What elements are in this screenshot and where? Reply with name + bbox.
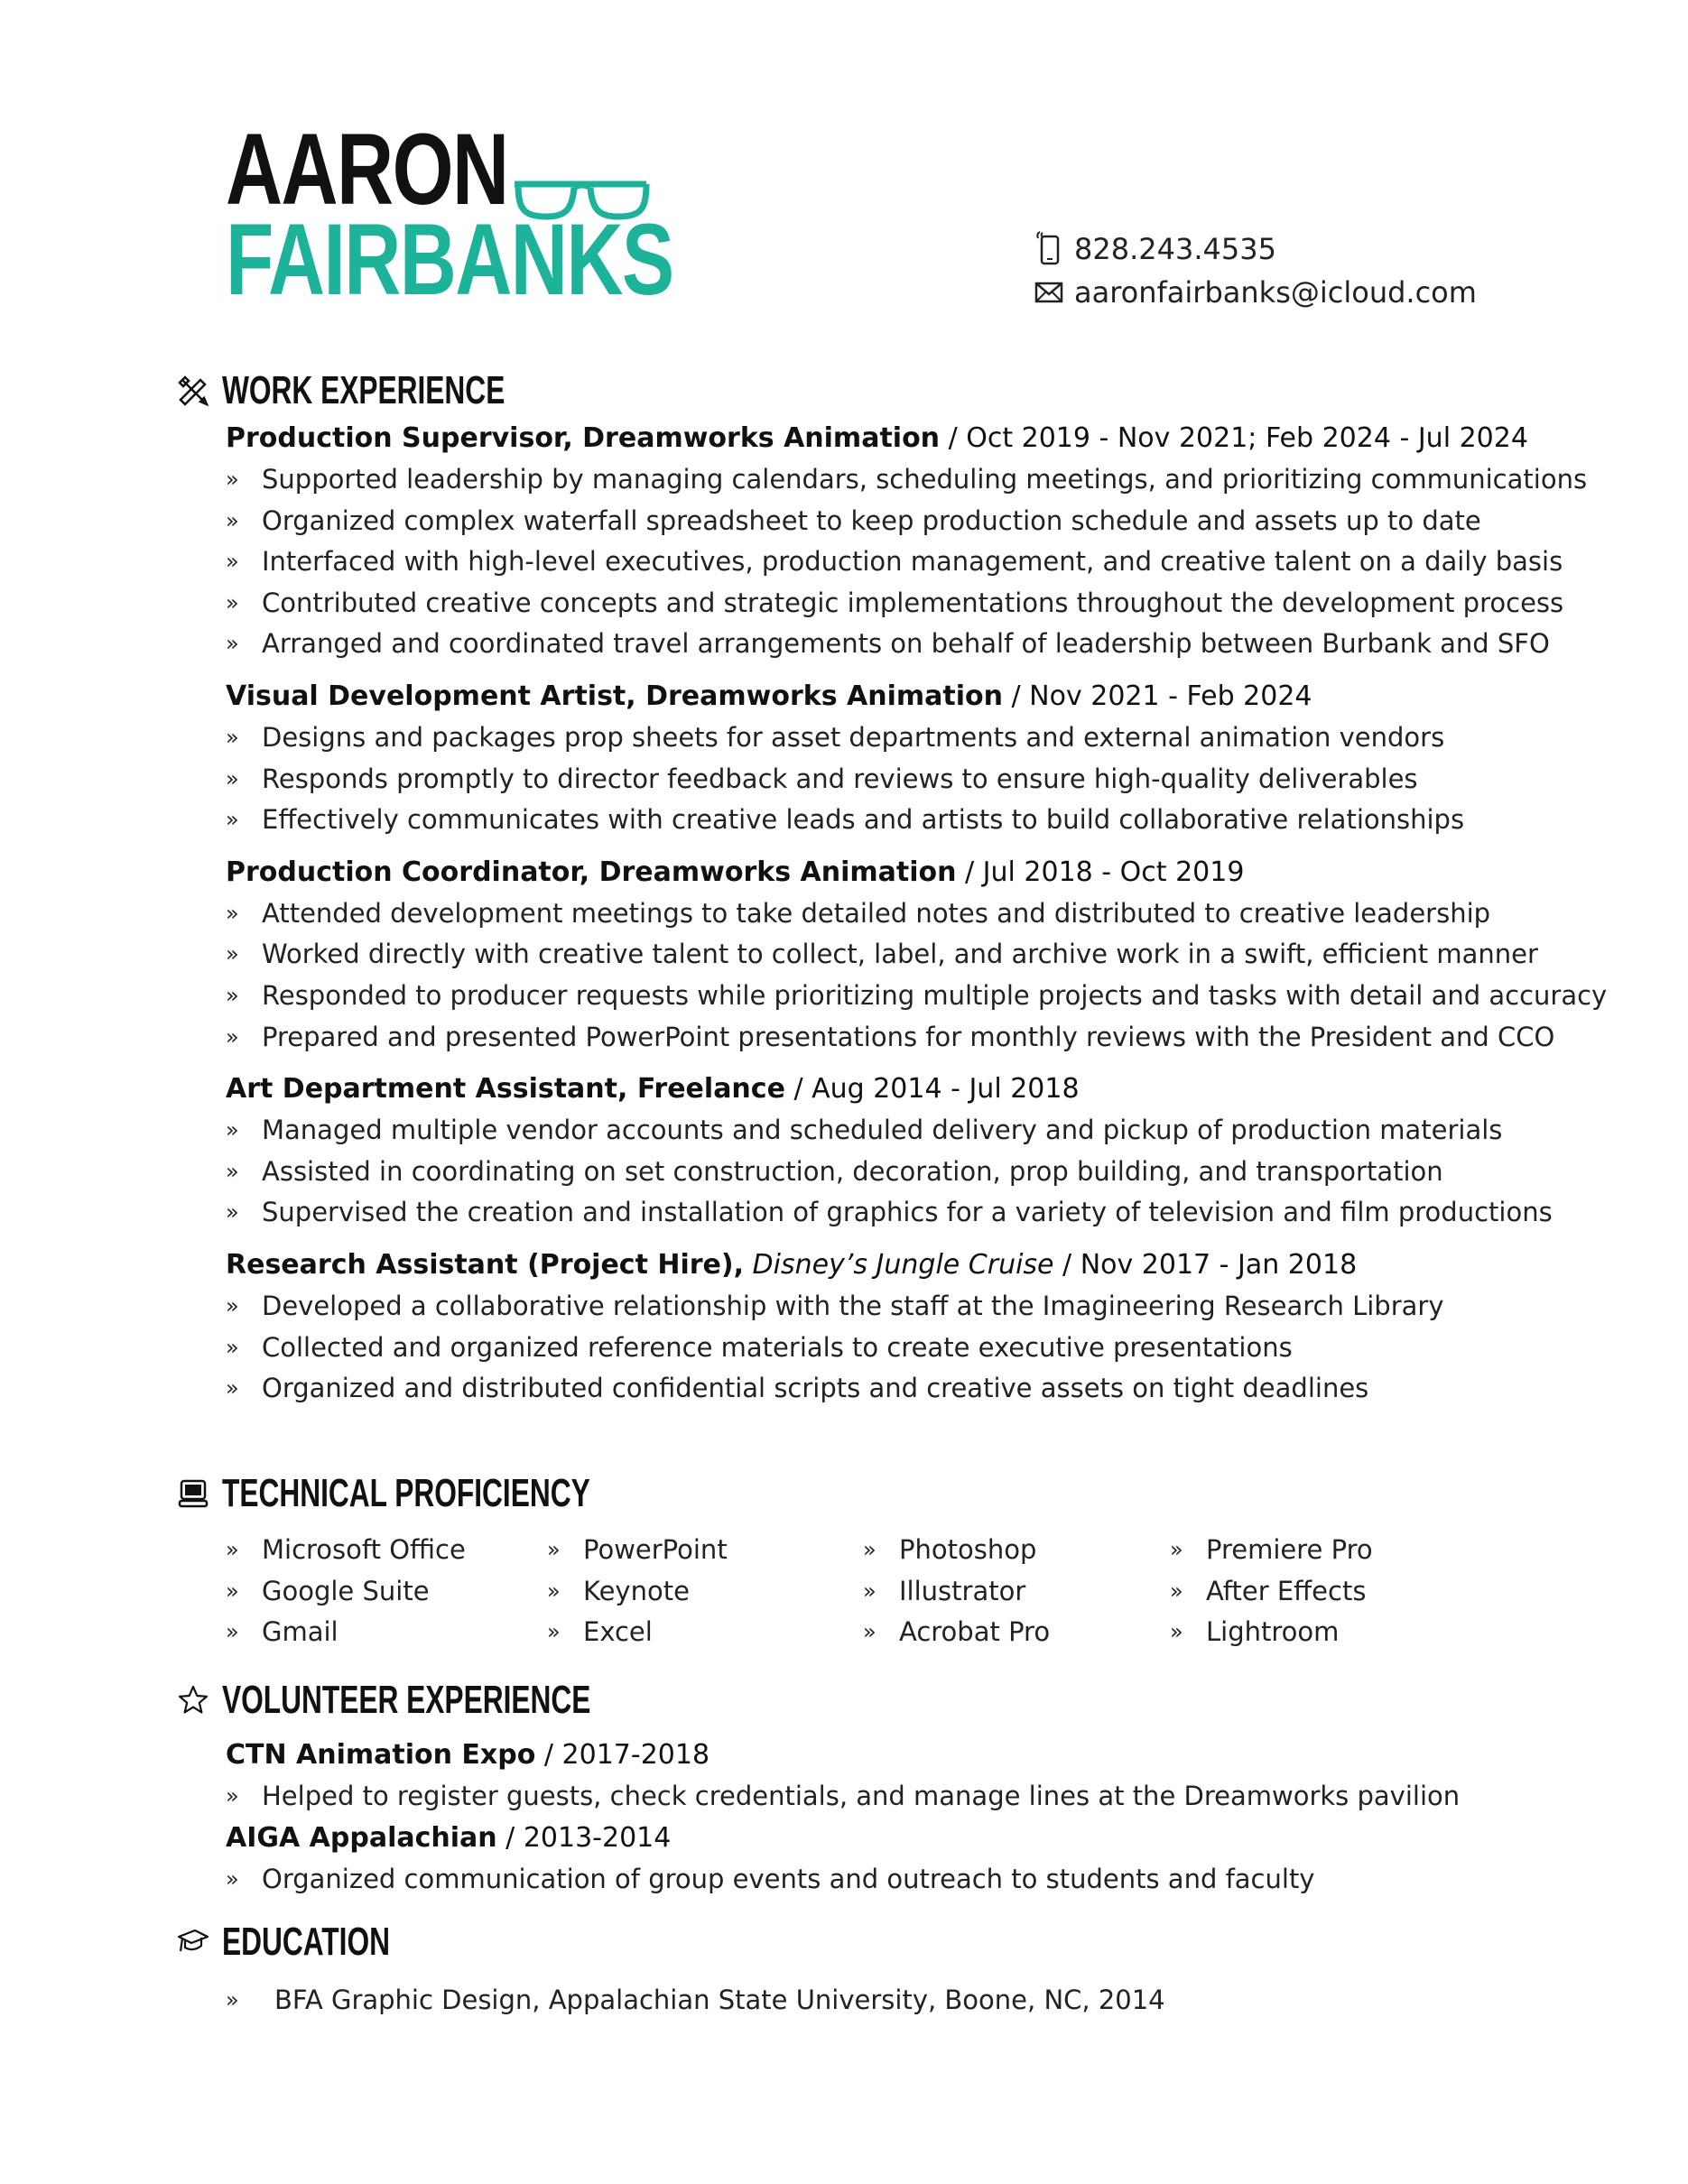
- last-name: FAIRBANKS: [226, 203, 673, 316]
- bullet-mark: »: [226, 507, 239, 533]
- list-item: [226, 541, 1607, 583]
- list-item: [226, 1152, 1607, 1193]
- list-item: [226, 583, 1607, 625]
- bullet-text: Contributed creative concepts and strategic implementations throughout the development process: [262, 587, 1564, 618]
- bullet-mark: »: [547, 1537, 561, 1562]
- volunteer-title: [226, 1818, 1460, 1859]
- skill-name: Premiere Pro: [1206, 1534, 1373, 1565]
- list-item: [226, 1859, 1460, 1901]
- section-heading: [177, 1917, 1165, 1967]
- list-item: [226, 800, 1607, 841]
- education-list: [226, 1980, 1165, 2022]
- job-dates: / Nov 2017 - Jan 2018: [1053, 1248, 1358, 1281]
- job-project: Disney’s Jungle Cruise: [744, 1248, 1054, 1281]
- list-item: [226, 1192, 1607, 1234]
- skill-name: Google Suite: [262, 1575, 430, 1606]
- email-row: [1034, 271, 1477, 314]
- education-text: BFA Graphic Design, Appalachian State University, Boone, NC, 2014: [274, 1985, 1165, 2015]
- volunteer-bullets: [226, 1859, 1460, 1901]
- skills-column: [547, 1530, 863, 1653]
- bullet-mark: »: [226, 724, 239, 750]
- bullet-text: Effectively communicates with creative leads and artists to build collaborative relationships: [262, 804, 1465, 836]
- bullet-text: Arranged and coordinated travel arrangements on behalf of leadership between Burbank and SFO: [262, 628, 1550, 660]
- bullet-mark: »: [226, 1334, 239, 1360]
- section-title: WORK EXPERIENCE: [222, 368, 505, 412]
- bullet-mark: »: [226, 1023, 239, 1050]
- skills-column: [1170, 1530, 1477, 1653]
- job-dates: / Jul 2018 - Oct 2019: [956, 856, 1245, 888]
- list-item: [226, 1110, 1607, 1152]
- bullet-mark: »: [226, 1619, 239, 1645]
- volunteer-entry: [226, 1735, 1460, 1818]
- list-item: [226, 624, 1607, 665]
- skill-name: Microsoft Office: [262, 1534, 466, 1565]
- skill-name: Excel: [583, 1616, 653, 1648]
- list-item: [226, 759, 1607, 800]
- list-item: [1170, 1612, 1477, 1653]
- job-role: Production Supervisor, Dreamworks Animation: [226, 422, 941, 454]
- job-dates: / Aug 2014 - Jul 2018: [784, 1073, 1080, 1106]
- bullet-mark: »: [226, 1987, 239, 2013]
- bullet-mark: »: [226, 1375, 239, 1402]
- bullet-text: Developed a collaborative relationship with the staff at the Imagineering Research Library: [262, 1290, 1444, 1321]
- job-role: Production Coordinator, Dreamworks Animation: [226, 856, 957, 888]
- bullet-mark: »: [226, 982, 239, 1008]
- list-item: [226, 1980, 1165, 2022]
- list-item: [226, 1571, 547, 1613]
- education-content: [226, 1980, 1165, 2022]
- list-item: [226, 1368, 1607, 1410]
- job-bullets: [226, 893, 1607, 1058]
- bullet-mark: »: [226, 1578, 239, 1604]
- job-entry: [226, 1245, 1607, 1410]
- list-item: [226, 459, 1607, 501]
- tools-icon: [177, 375, 209, 407]
- list-item: [226, 1017, 1607, 1059]
- skill-name: Keynote: [583, 1575, 690, 1606]
- bullet-text: Worked directly with creative talent to collect, label, and archive work in a swift, efficient manner: [262, 939, 1538, 970]
- list-item: [226, 717, 1607, 759]
- list-item: [863, 1571, 1170, 1613]
- bullet-text: Prepared and presented PowerPoint presentations for monthly reviews with the President and CCO: [262, 1021, 1555, 1052]
- bullet-mark: »: [547, 1619, 561, 1645]
- job-bullets: [226, 1286, 1607, 1410]
- bullet-mark: »: [226, 1199, 239, 1226]
- phone-number[interactable]: 828.243.4535: [1074, 232, 1276, 266]
- list-item: [226, 976, 1607, 1017]
- bullet-mark: »: [226, 807, 239, 833]
- computer-icon: [177, 1477, 209, 1510]
- bullet-mark: »: [226, 900, 239, 926]
- bullet-text: Designs and packages prop sheets for asset departments and external animation vendors: [262, 721, 1445, 753]
- job-dates: / Nov 2021 - Feb 2024: [1002, 680, 1312, 712]
- education-section: [177, 1917, 1165, 2022]
- bullet-text: Organized and distributed confidential scripts and creative assets on tight deadlines: [262, 1373, 1369, 1404]
- section-heading: [177, 1468, 1477, 1519]
- section-heading: [177, 1675, 1460, 1726]
- bullet-mark: »: [226, 549, 239, 575]
- job-entry: [226, 676, 1607, 841]
- list-item: [226, 1286, 1607, 1328]
- job-title: [226, 1245, 1607, 1286]
- first-name: AARON: [226, 113, 508, 226]
- phone-row: [1034, 227, 1477, 271]
- list-item: [863, 1612, 1170, 1653]
- bullet-text: Organized communication of group events and outreach to students and faculty: [262, 1863, 1315, 1894]
- job-bullets: [226, 1110, 1607, 1234]
- bullet-mark: »: [1170, 1537, 1183, 1562]
- phone-icon: [1034, 231, 1063, 267]
- skill-name: Photoshop: [899, 1534, 1037, 1565]
- volunteer-org: CTN Animation Expo: [226, 1739, 536, 1771]
- graduation-cap-icon: [177, 1926, 209, 1958]
- bullet-text: Supervised the creation and installation of graphics for a variety of television and film productions: [262, 1197, 1553, 1228]
- contact-info: [1034, 227, 1477, 314]
- job-bullets: [226, 459, 1607, 665]
- bullet-text: Managed multiple vendor accounts and scheduled delivery and pickup of production materials: [262, 1115, 1503, 1146]
- bullet-text: Helped to register guests, check credentials, and manage lines at the Dreamworks pavilion: [262, 1781, 1461, 1811]
- bullet-mark: »: [226, 1537, 239, 1562]
- bullet-mark: »: [1170, 1578, 1183, 1604]
- list-item: [547, 1571, 863, 1613]
- skills-grid: [226, 1530, 1477, 1653]
- envelope-icon: [1034, 280, 1063, 305]
- bullet-mark: »: [1170, 1619, 1183, 1645]
- job-entry: [226, 418, 1607, 665]
- list-item: [226, 934, 1607, 976]
- section-heading: [177, 366, 1607, 416]
- volunteer-bullets: [226, 1776, 1460, 1818]
- work-experience-section: [177, 366, 1607, 1410]
- job-title: [226, 676, 1607, 717]
- list-item: [226, 1328, 1607, 1369]
- bullet-mark: »: [226, 1117, 239, 1143]
- bullet-mark: »: [226, 467, 239, 492]
- job-title: [226, 852, 1607, 893]
- bullet-text: Assisted in coordinating on set construction, decoration, prop building, and transportation: [262, 1155, 1443, 1187]
- job-entry: [226, 1069, 1607, 1234]
- volunteer-dates: / 2013-2014: [496, 1821, 672, 1854]
- list-item: [547, 1612, 863, 1653]
- job-bullets: [226, 717, 1607, 841]
- list-item: [226, 893, 1607, 935]
- bullet-mark: »: [226, 1158, 239, 1184]
- skill-name: Gmail: [262, 1616, 339, 1648]
- volunteer-entry: [226, 1818, 1460, 1901]
- skill-name: PowerPoint: [583, 1534, 728, 1565]
- job-role: Art Department Assistant, Freelance: [226, 1073, 785, 1106]
- skill-name: Illustrator: [899, 1575, 1026, 1606]
- volunteer-content: [226, 1735, 1460, 1900]
- bullet-mark: »: [226, 631, 239, 657]
- list-item: [226, 501, 1607, 542]
- list-item: [1170, 1571, 1477, 1613]
- bullet-mark: »: [863, 1578, 876, 1604]
- star-icon: [177, 1684, 209, 1717]
- email-address[interactable]: aaronfairbanks@icloud.com: [1074, 275, 1477, 310]
- section-title: VOLUNTEER EXPERIENCE: [222, 1678, 591, 1722]
- bullet-text: Responds promptly to director feedback and reviews to ensure high-quality deliverables: [262, 763, 1418, 794]
- job-title: [226, 1069, 1607, 1110]
- job-role: Research Assistant (Project Hire),: [226, 1248, 745, 1281]
- bullet-text: Collected and organized reference materials to create executive presentations: [262, 1331, 1293, 1363]
- list-item: [547, 1530, 863, 1571]
- bullet-text: Organized complex waterfall spreadsheet to keep production schedule and assets up to date: [262, 504, 1481, 536]
- glasses-icon: [511, 177, 655, 224]
- skill-name: Acrobat Pro: [899, 1616, 1051, 1648]
- volunteer-title: [226, 1735, 1460, 1776]
- section-title: TECHNICAL PROFICIENCY: [222, 1471, 590, 1515]
- volunteer-experience-section: [177, 1675, 1460, 1900]
- bullet-text: Interfaced with high-level executives, production management, and creative talent on a daily basis: [262, 546, 1563, 578]
- list-item: [226, 1530, 547, 1571]
- bullet-mark: »: [226, 765, 239, 791]
- bullet-mark: »: [226, 589, 239, 615]
- bullet-text: Responded to producer requests while prioritizing multiple projects and tasks with detail and accuracy: [262, 979, 1608, 1011]
- skills-column: [226, 1530, 547, 1653]
- bullet-mark: »: [226, 1783, 239, 1809]
- volunteer-org: AIGA Appalachian: [226, 1821, 497, 1854]
- bullet-mark: »: [547, 1578, 561, 1604]
- skill-name: Lightroom: [1206, 1616, 1340, 1648]
- bullet-text: Attended development meetings to take detailed notes and distributed to creative leadership: [262, 897, 1491, 929]
- list-item: [226, 1776, 1460, 1818]
- job-title: [226, 418, 1607, 459]
- section-title: EDUCATION: [222, 1920, 390, 1964]
- skill-name: After Effects: [1206, 1575, 1367, 1606]
- volunteer-dates: / 2017-2018: [535, 1739, 710, 1771]
- bullet-mark: »: [863, 1537, 876, 1562]
- bullet-mark: »: [226, 1292, 239, 1319]
- work-content: [226, 418, 1607, 1410]
- technical-proficiency-section: [177, 1468, 1477, 1653]
- bullet-mark: »: [863, 1619, 876, 1645]
- job-role: Visual Development Artist, Dreamworks Animation: [226, 680, 1003, 712]
- list-item: [863, 1530, 1170, 1571]
- job-dates: / Oct 2019 - Nov 2021; Feb 2024 - Jul 2024: [940, 422, 1528, 454]
- job-entry: [226, 852, 1607, 1058]
- bullet-mark: »: [226, 941, 239, 967]
- list-item: [226, 1612, 547, 1653]
- bullet-mark: »: [226, 1865, 239, 1892]
- bullet-text: Supported leadership by managing calendars, scheduling meetings, and prioritizing communications: [262, 464, 1588, 495]
- skills-column: [863, 1530, 1170, 1653]
- list-item: [1170, 1530, 1477, 1571]
